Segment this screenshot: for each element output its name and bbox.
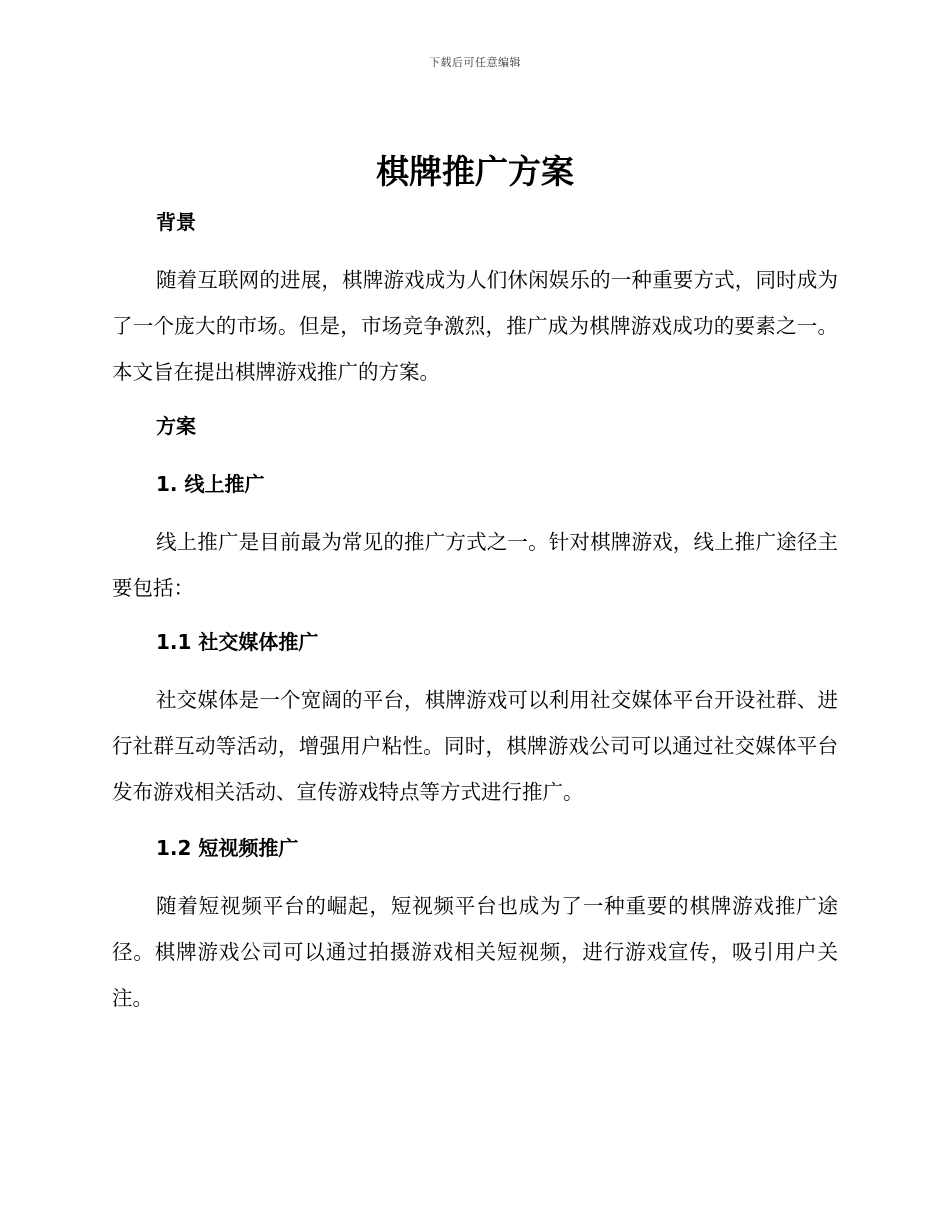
paragraph-video: 随着短视频平台的崛起，短视频平台也成为了一种重要的棋牌游戏推广途径。棋牌游戏公司可以通过拍摄游戏相关短视频，进行游戏宣传，吸引用户关注。 [112, 894, 838, 1010]
header-note: 下载后可任意编辑 [429, 56, 521, 69]
paragraph-social: 社交媒体是一个宽阔的平台，棋牌游戏可以利用社交媒体平台开设社群、进行社群互动等活动，增强用户粘性。同时，棋牌游戏公司可以通过社交媒体平台发布游戏相关活动、宣传游戏特点等方式进行推广。 [112, 688, 838, 804]
section-heading-video: 1.2 短视频推广 [156, 836, 299, 860]
section-heading-social: 1.1 社交媒体推广 [156, 630, 319, 654]
section-heading-background: 背景 [156, 210, 196, 234]
paragraph-background: 随着互联网的进展，棋牌游戏成为人们休闲娱乐的一种重要方式，同时成为了一个庞大的市场。但是，市场竞争激烈，推广成为棋牌游戏成功的要素之一。本文旨在提出棋牌游戏推广的方案。 [112, 268, 838, 384]
paragraph-online: 线上推广是目前最为常见的推广方式之一。针对棋牌游戏，线上推广途径主要包括： [112, 530, 838, 600]
document-title: 棋牌推广方案 [376, 152, 574, 191]
section-heading-plan: 方案 [156, 414, 196, 438]
section-heading-online: 1. 线上推广 [156, 472, 265, 496]
